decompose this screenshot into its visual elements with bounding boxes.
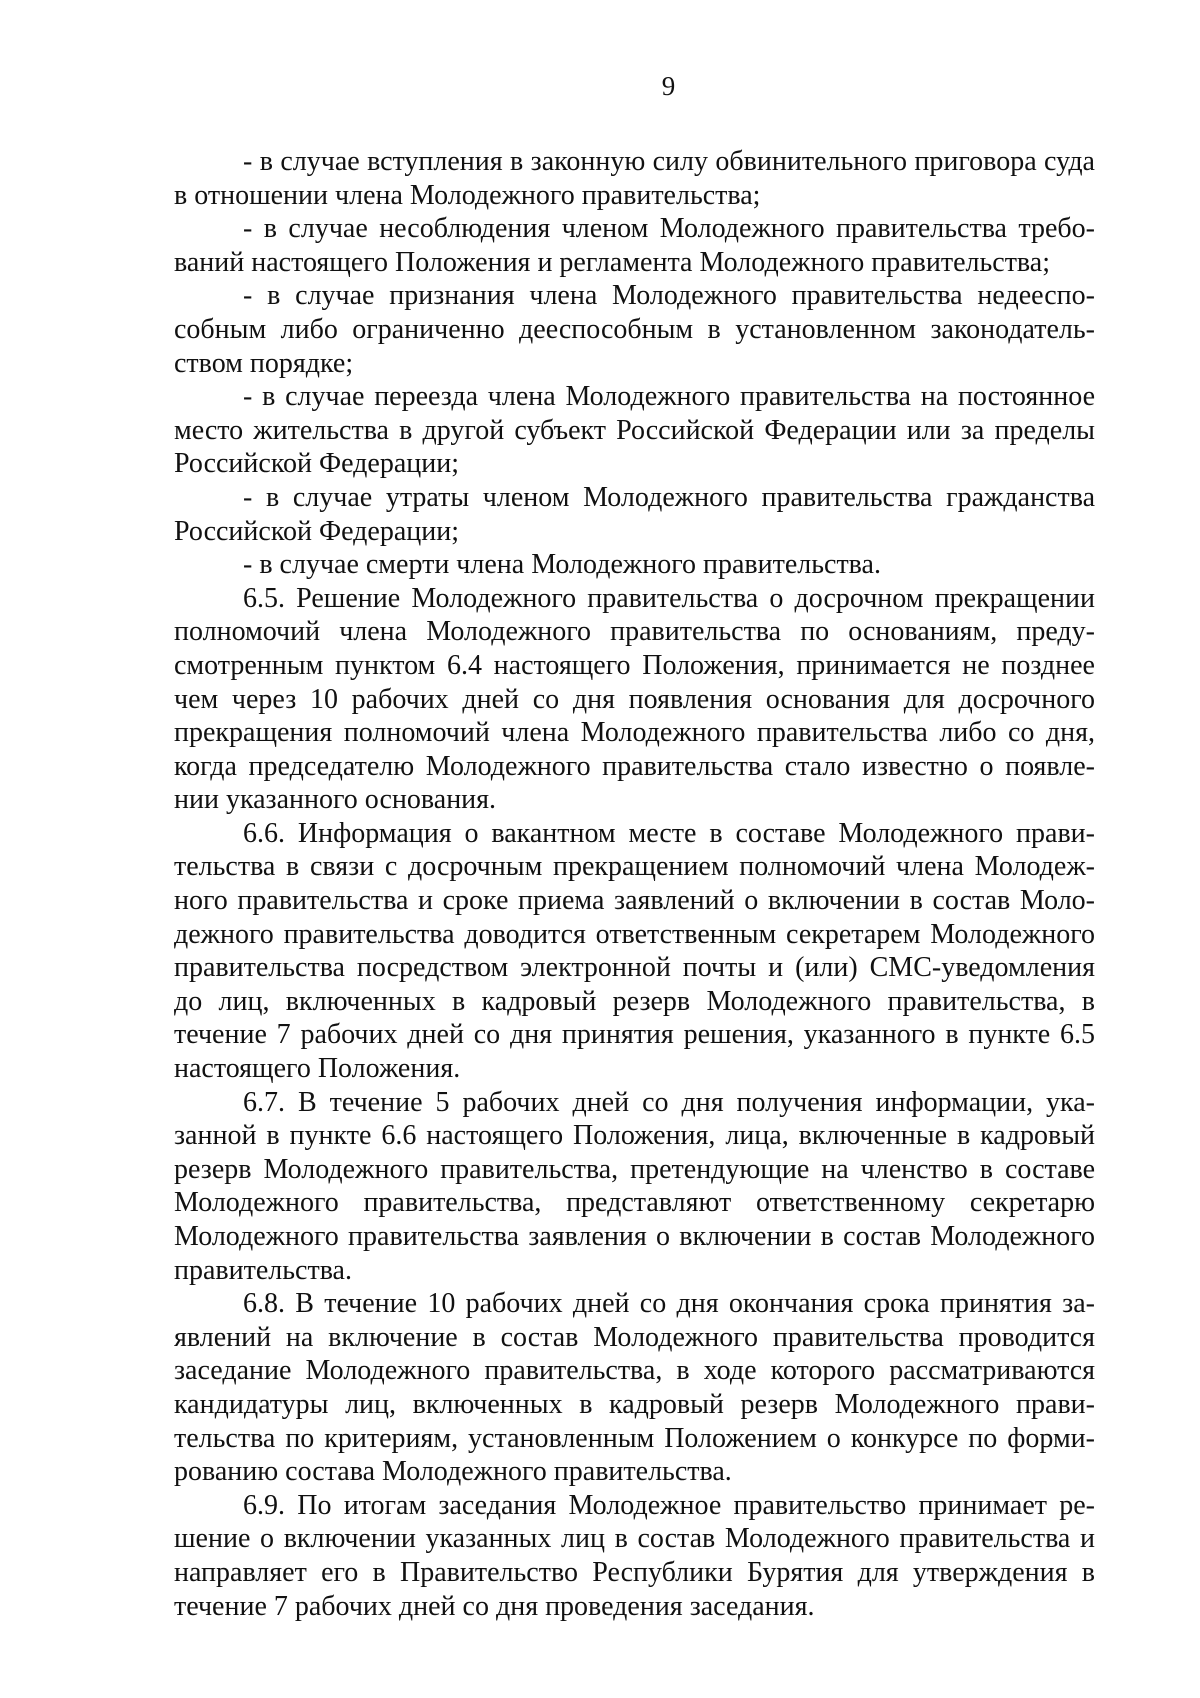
paragraph-6-6: 6.6. Информация о вакантном месте в составе Молодежного правительства в связи с досрочным прекращением полномочий члена Молодежного правительства и сроке приема заявлений о включении в состав Молодежного правительства доводится ответственным секретарем Молодежного правительства посредством электронной почты и (или) СМС-уведомления до лиц, включенных в кадровый резерв Молодежного правительства, в течение 7 рабочих дней со дня принятия решения, указанного в пункте 6.5 настоящего Положения. xyxy=(174,817,1095,1085)
paragraph-6-7: 6.7. В течение 5 рабочих дней со дня получения информации, указанной в пункте 6.6 настоящего Положения, лица, включенные в кадровый резерв Молодежного правительства, претендующие на членство в составе Молодежного правительства, представляют ответственному секретарю Молодежного правительства заявления о включении в состав Молодежного правительства. xyxy=(174,1086,1095,1286)
paragraph-clause-noncompliance: - в случае несоблюдения членом Молодежного правительства требований настоящего Положения и регламента Молодежного правительства; xyxy=(174,213,1095,278)
paragraph-6-5: 6.5. Решение Молодежного правительства о досрочном прекращении полномочий члена Молодежного правительства по основаниям, предусмотренным пунктом 6.4 настоящего Положения, принимается не позднее чем через 10 рабочих дней со дня появления основания для досрочного прекращения полномочий члена Молодежного правительства либо со дня, когда председателю Молодежного правительства стало известно о появлении указанного основания. xyxy=(174,582,1095,816)
paragraph-clause-death: - в случае смерти члена Молодежного правительства. xyxy=(243,549,881,581)
page-number: 9 xyxy=(661,71,676,101)
paragraph-clause-citizenship: - в случае утраты членом Молодежного правительства гражданства Российской Федерации; xyxy=(174,481,1095,547)
paragraph-6-9: 6.9. По итогам заседания Молодежное правительство принимает решение о включении указанных лиц в состав Молодежного правительства и направляет его в Правительство Республики Бурятия для утверждения в течение 7 рабочих дней со дня проведения заседания. xyxy=(174,1489,1095,1622)
paragraph-clause-verdict: - в случае вступления в законную силу обвинительного приговора суда в отношении члена Молодежного правительства; xyxy=(174,146,1095,211)
document-body xyxy=(174,145,1095,1623)
paragraph-clause-incapacity: - в случае признания члена Молодежного правительства недееспособным либо ограниченно дееспособным в установленном законодательством порядке; xyxy=(174,280,1095,379)
paragraph-clause-relocation: - в случае переезда члена Молодежного правительства на постоянное место жительства в другой субъект Российской Федерации или за пределы Российской Федерации; xyxy=(174,381,1095,480)
paragraph-6-8: 6.8. В течение 10 рабочих дней со дня окончания срока принятия заявлений на включение в состав Молодежного правительства проводится заседание Молодежного правительства, в ходе которого рассматриваются кандидатуры лиц, включенных в кадровый резерв Молодежного правительства по критериям, установленным Положением о конкурсе по формированию состава Молодежного правительства. xyxy=(174,1288,1095,1488)
